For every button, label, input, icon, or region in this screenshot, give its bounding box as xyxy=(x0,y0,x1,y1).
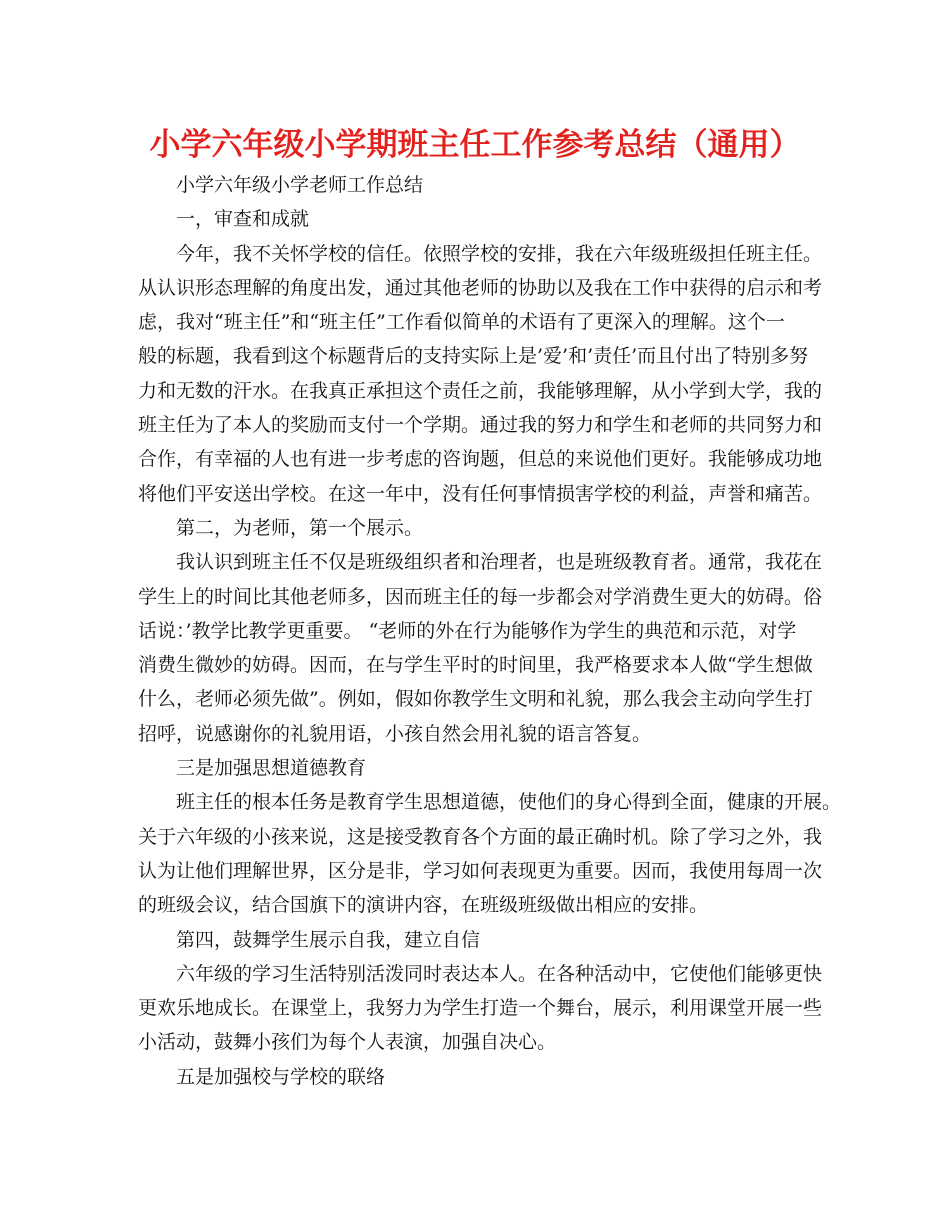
body-line: 六年级的学习生活特别活泼同时表达本人。在各种活动中，它使他们能够更快 xyxy=(176,962,823,985)
body-line: 从认识形态理解的角度出发，通过其他老师的协助以及我在工作中获得的启示和考 xyxy=(138,276,823,299)
body-line: 五是加强校与学校的联络 xyxy=(176,1065,386,1088)
body-line: 虑，我对“班主任”和“班主任”工作看似简单的术语有了更深入的理解。这个一 xyxy=(138,311,785,334)
body-line: 今年，我不关怀学校的信任。依照学校的安排，我在六年级班级担任班主任。 xyxy=(176,242,823,265)
body-line: 一，审查和成就 xyxy=(176,208,310,231)
body-line: 招呼，说感谢你的礼貌用语，小孩自然会用礼貌的语言答复。 xyxy=(138,722,652,745)
document-body xyxy=(138,168,842,1094)
body-line: 三是加强思想道德教育 xyxy=(176,757,367,780)
body-line: 更欢乐地成长。在课堂上，我努力为学生打造一个舞台，展示，利用课堂开展一些 xyxy=(138,997,823,1020)
body-line: 关于六年级的小孩来说，这是接受教育各个方面的最正确时机。除了学习之外，我 xyxy=(138,825,823,848)
body-line: 般的标题，我看到这个标题背后的支持实际上是’爱’和’责任’而且付出了特别多努 xyxy=(138,345,809,368)
body-line: 小学六年级小学老师工作总结 xyxy=(176,174,424,196)
body-line: 我认识到班主任不仅是班级组织者和治理者，也是班级教育者。通常，我花在 xyxy=(176,551,823,574)
body-line: 力和无数的汗水。在我真正承担这个责任之前，我能够理解，从小学到大学，我的 xyxy=(138,379,823,402)
body-line: 合作，有幸福的人也有进一步考虑的咨询题，但总的来说他们更好。我能够成功地 xyxy=(138,448,823,471)
body-line: 的班级会议，结合国旗下的演讲内容，在班级班级做出相应的安排。 xyxy=(138,894,709,917)
body-line: 学生上的时间比其他老师多，因而班主任的每一步都会对学消费生更大的妨碍。俗 xyxy=(138,585,823,608)
body-line: 班主任为了本人的奖励而支付一个学期。通过我的努力和学生和老师的共同努力和 xyxy=(138,414,823,437)
body-line: 什么，老师必须先做”。例如，假如你教学生文明和礼貌，那么我会主动向学生打 xyxy=(138,688,813,711)
body-line: 认为让他们理解世界，区分是非，学习如何表现更为重要。因而，我使用每周一次 xyxy=(138,859,823,882)
body-line: 消费生微妙的妨碍。因而，在与学生平时的时间里，我严格要求本人做“学生想做 xyxy=(138,654,813,677)
body-line: 第四，鼓舞学生展示自我，建立自信 xyxy=(176,928,481,951)
body-line: 班主任的根本任务是教育学生思想道德，使他们的身心得到全面，健康的开展。 xyxy=(176,791,842,814)
document-title: 小学六年级小学期班主任工作参考总结（通用） xyxy=(149,127,801,163)
body-line: 将他们平安送出学校。在这一年中，没有任何事情损害学校的利益，声誉和痛苦。 xyxy=(138,482,823,505)
body-line: 小活动，鼓舞小孩们为每个人表演，加强自决心。 xyxy=(138,1031,557,1054)
body-line: 话说：’教学比教学更重要。 “老师的外在行为能够作为学生的典范和示范，对学 xyxy=(138,619,797,642)
body-line: 第二，为老师，第一个展示。 xyxy=(176,516,424,539)
